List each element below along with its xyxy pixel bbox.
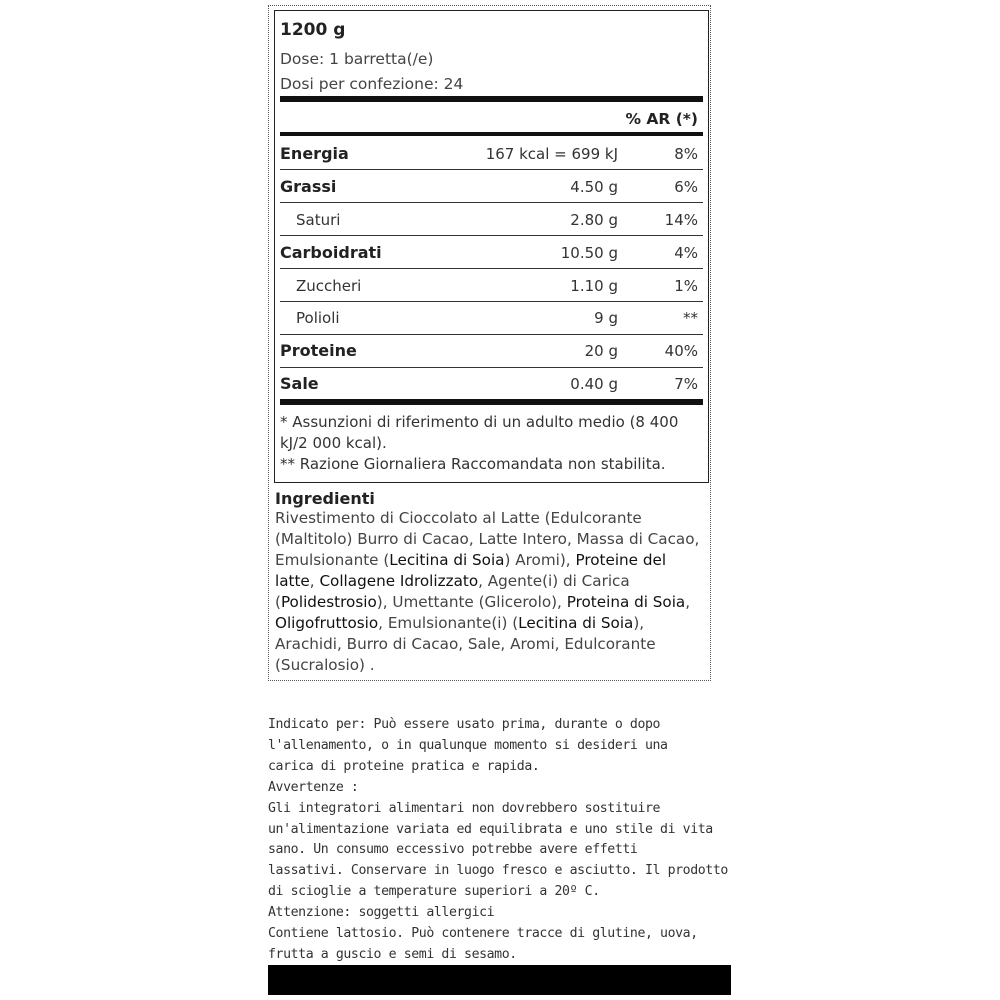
allergen-highlight: Proteina di Soia [566,593,686,611]
footnote-reference-intake: * Assunzioni di riferimento di un adulto medio (8 400 [280,413,679,431]
ingredients-part: ), Umettante (Glicerolo), [376,593,567,611]
info-line: l'allenamento, o in qualunque momento si desideri una [268,737,668,753]
row-label-proteine: Proteine [280,341,357,360]
ingredients-part: Rivestimento di Cioccolato al Latte (Edulcorante (Maltitolo) Burro di Cacao, Latte Intero, Massa di Cacao, Emulsionante ( [275,509,700,569]
doses-per-pack: Dosi per confezione: 24 [280,75,464,93]
row-percent-proteine: 40% [664,342,698,360]
allergen-highlight: Polidestrosio [280,593,377,611]
row-percent-polioli: ** [683,309,698,327]
info-line: Avvertenze : [268,779,359,795]
thick-divider-bottom [280,399,703,405]
row-label-polioli: Polioli [296,309,340,327]
row-divider [280,367,703,368]
ingredients-part: , Agente(i) di Carica ( [275,572,630,611]
allergen-highlight: Lecitina di Soia [389,551,505,569]
row-divider [280,301,703,302]
row-percent-grassi: 6% [674,178,698,196]
bottom-black-bar [268,965,731,995]
allergen-highlight: Oligofruttosio [275,614,379,632]
row-amount-grassi: 4.50 g [570,178,618,196]
row-divider [280,202,703,203]
info-line: lassativi. Conservare in luogo fresco e asciutto. Il prodotto [268,863,728,879]
ingredients-title: Ingredienti [275,489,375,508]
info-line: un'alimentazione variata ed equilibrata e uno stile di vita [268,821,713,837]
ar-column-header: % AR (*) [625,110,698,128]
row-label-carboidrati: Carboidrati [280,243,382,262]
row-amount-zuccheri: 1.10 g [570,277,618,295]
ingredients-part: ), Arachidi, Burro di Cacao, Sale, Aromi, Edulcorante (Sucralosio) . [275,614,656,674]
row-percent-sale: 7% [674,375,698,393]
info-line: frutta a guscio e semi di sesamo. [268,946,517,962]
allergen-highlight: Proteine del latte [275,551,667,590]
row-amount-carboidrati: 10.50 g [560,244,618,262]
row-divider [280,268,703,269]
row-amount-sale: 0.40 g [570,375,618,393]
row-divider [280,169,703,170]
row-label-zuccheri: Zuccheri [296,277,362,295]
info-line: Indicato per: Può essere usato prima, durante o dopo [268,717,661,732]
row-label-energia: Energia [280,144,349,163]
row-amount-polioli: 9 g [594,309,618,327]
info-line: sano. Un consumo eccessivo potrebbe avere effetti [268,842,638,858]
row-percent-carboidrati: 4% [674,244,698,262]
row-percent-saturi: 14% [664,211,698,229]
footnote-rda: ** Razione Giornaliera Raccomandata non stabilita. [280,455,666,473]
ingredients-part: , Emulsionante(i) ( [378,614,519,632]
allergen-highlight: Collagene Idrolizzato [319,572,479,590]
info-line: Gli integratori alimentari non dovrebbero sostituire [268,800,661,816]
medium-divider [280,132,703,136]
package-weight: 1200 g [280,20,346,40]
info-line: carica di proteine pratica e rapida. [268,758,540,774]
allergen-highlight: Lecitina di Soia [518,614,634,632]
row-divider [280,334,703,335]
row-percent-zuccheri: 1% [674,277,698,295]
info-line: Attenzione: soggetti allergici [268,905,495,921]
row-label-sale: Sale [280,374,319,393]
row-amount-proteine: 20 g [584,342,618,360]
footnote-reference-intake-cont: kJ/2 000 kcal). [280,434,387,452]
thick-divider [280,96,703,102]
row-label-saturi: Saturi [296,211,341,229]
ingredients-part: , [309,572,320,590]
ingredients-part: , [685,593,691,611]
row-amount-energia: 167 kcal = 699 kJ [485,145,618,163]
product-info-text [268,715,728,966]
row-percent-energia: 8% [674,145,698,163]
info-line: Contiene lattosio. Può contenere tracce di glutine, uova, [268,926,698,942]
info-line: di scioglie a temperature superiori a 20º C. [268,884,600,900]
row-amount-saturi: 2.80 g [570,211,618,229]
ingredients-text [275,508,707,676]
ingredients-part: ) Aromi), [504,551,576,569]
serving-dose: Dose: 1 barretta(/e) [280,50,434,68]
row-divider [280,235,703,236]
row-label-grassi: Grassi [280,177,337,196]
